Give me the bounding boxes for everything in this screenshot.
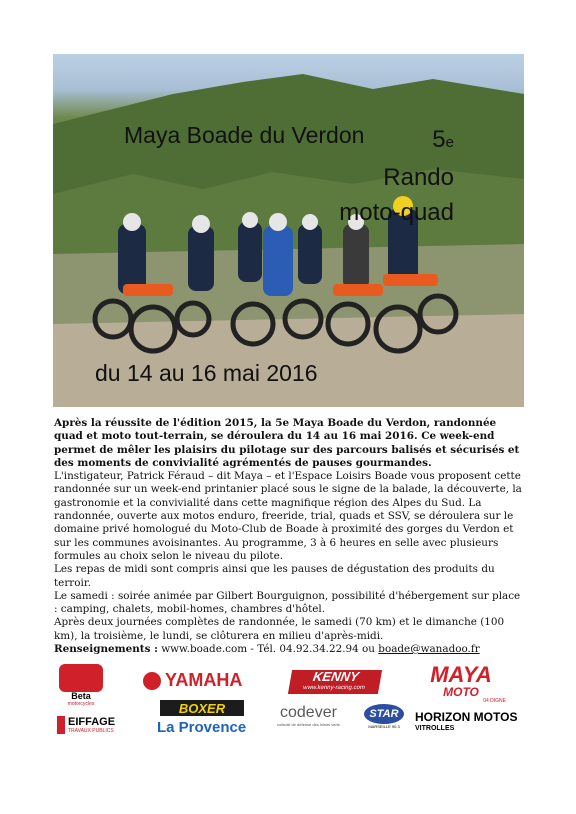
horizon-motos-logo: [415, 710, 517, 733]
paragraph-1: L'instigateur, Patrick Féraud – dit Maya – et l'Espace Loisirs Boade vous proposent cette randonnée sur un week-end printanier placé sous le signe de la balade, la découverte, la gastronomie et la convivialité dans cette magnifique région des Alpes du Sud. La randonnée, ouverte aux motos enduro, freeride, trial, quads et SSV, se déroulera sur le domaine privé homologué du Moto-Club de Boade à proximité des gorges du Verdon et sur les communes avoisinantes. Au programme, 3 à 6 heures en selle avec plusieurs formules au choix selon le niveau du pilote.: [54, 470, 522, 562]
event-subtitle: [339, 122, 454, 230]
eiffage-name: EIFFAGE: [68, 716, 116, 728]
paragraph-3: Le samedi : soirée animée par Gilbert Bourguignon, possibilité d'hébergement sur place : camping, chalets, mobil-homes, chambres d'hôtel.: [54, 589, 521, 616]
event-title: Maya Boade du Verdon: [124, 122, 365, 148]
la-provence-name: La Provence: [157, 719, 247, 736]
contact-line: [54, 643, 524, 656]
sponsor-logos: [53, 664, 523, 744]
kenny-url: www.kenny-racing.com: [302, 685, 366, 691]
eiffage-emblem-icon: [57, 716, 65, 734]
eiffage-logo: [57, 716, 115, 734]
beta-name: Beta: [71, 691, 91, 701]
beta-sub: motorcycles: [67, 701, 95, 707]
yamaha-name: YAMAHA: [165, 670, 243, 690]
star-sub: MARSEILLE 90.3: [368, 724, 400, 729]
beta-logo: [57, 664, 105, 706]
maya-moto: MOTO: [443, 685, 479, 699]
landscape-illustration: [53, 54, 524, 407]
maya-moto-logo: [416, 664, 506, 704]
hero-photo: [53, 54, 524, 407]
horizon-name: HORIZON MOTOS: [415, 710, 518, 724]
lead-paragraph: Après la réussite de l'édition 2015, la 5e Maya Boade du Verdon, randonnée quad et moto tout-terrain, se déroulera du 14 au 16 mai 2016. Ce week-end permet de mêler les plaisirs du pilotage sur des parcours balisés et sécurisés et des moments de convivialité agrémentés de pauses gourmandes.: [54, 417, 520, 469]
paragraph-4: Après deux journées complètes de randonnée, le samedi (70 km) et le dimanche (100 km), la troisième, le lundi, se clôturera en milieu d'après-midi.: [54, 616, 505, 642]
star-name: STAR: [364, 704, 404, 724]
kenny-name: KENNY: [311, 669, 361, 684]
yamaha-emblem-icon: [143, 672, 161, 690]
star-logo: [364, 704, 404, 730]
la-provence-logo: [157, 720, 246, 736]
yamaha-logo: [143, 670, 242, 691]
boxer-logo: [160, 700, 244, 716]
maya-name: MAYA: [430, 662, 492, 687]
beta-emblem-icon: [59, 664, 103, 692]
subtitle-line-2: moto-quad: [339, 199, 454, 226]
edition-suffix: e: [445, 134, 454, 151]
boxer-name: BOXER: [178, 701, 226, 716]
kenny-logo: [288, 670, 382, 694]
maya-place: 04 DIGNE: [483, 698, 506, 704]
contact-website[interactable]: www.boade.com - Tél. 04.92.34.22.94 ou: [157, 643, 379, 656]
subtitle-line-1: Rando: [383, 164, 454, 191]
codever-logo: [277, 704, 340, 727]
contact-email-link[interactable]: boade@wanadoo.fr: [378, 643, 480, 656]
codever-name: codever: [280, 704, 337, 721]
codever-sub: collectif de défense des loisirs verts: [277, 722, 340, 727]
horizon-city: VITROLLES: [415, 725, 455, 732]
eiffage-sub: TRAVAUX PUBLICS: [68, 728, 114, 734]
article-body: [54, 417, 524, 656]
edition-number: 5: [432, 126, 446, 153]
event-dates: du 14 au 16 mai 2016: [95, 360, 318, 386]
paragraph-2: Les repas de midi sont compris ainsi que les pauses de dégustation des produits du terroir.: [54, 563, 495, 589]
contact-label: Renseignements :: [54, 643, 158, 656]
